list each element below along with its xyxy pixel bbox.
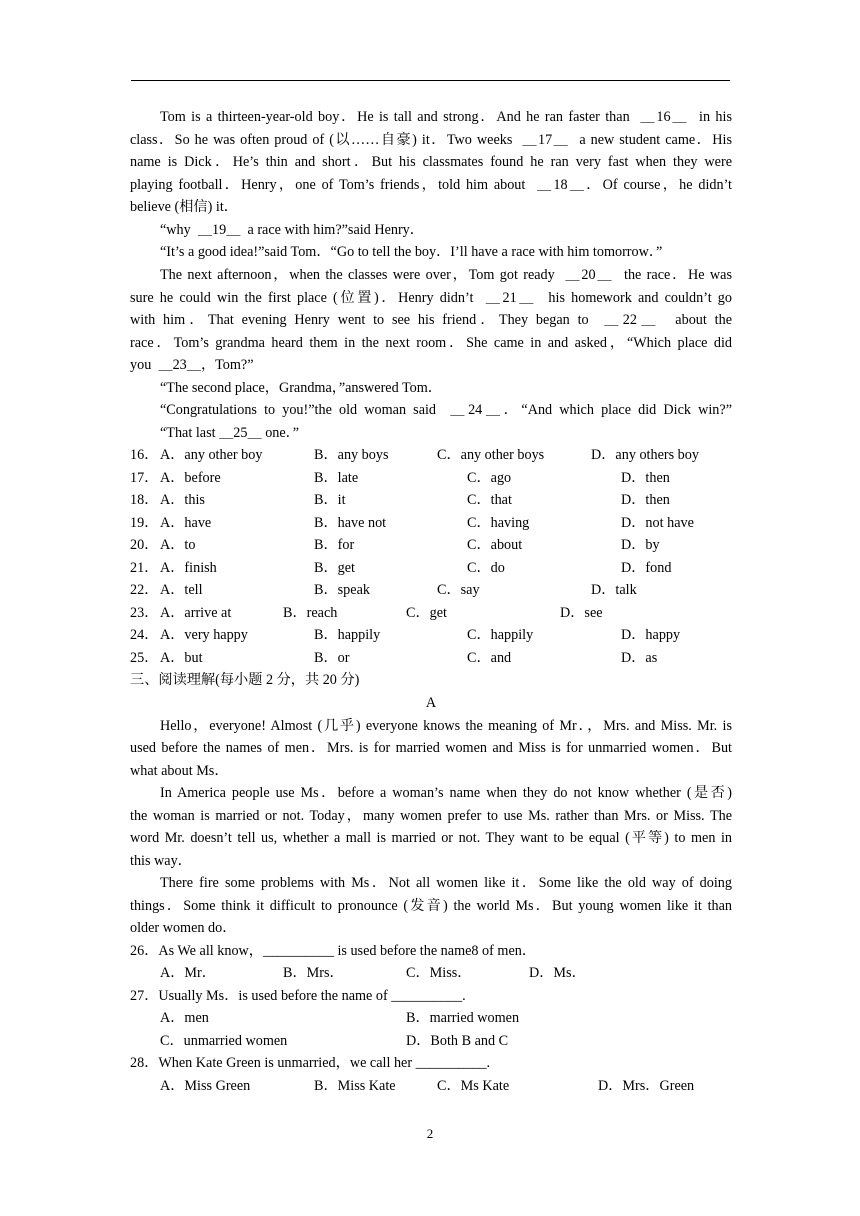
passage-line: name is Dick．He’s thin and short．But his classmates found he ran very fast when they were xyxy=(130,154,732,170)
option-a: A．men xyxy=(160,1010,209,1026)
question-number: 24． xyxy=(130,627,159,643)
option-c: C．happily xyxy=(467,627,534,643)
option-a: A．Mr． xyxy=(160,965,216,981)
option-c: C．and xyxy=(467,650,512,666)
option-c: C．Miss． xyxy=(406,965,472,981)
option-c: C．say xyxy=(437,582,480,598)
option-d: D．Both B and C xyxy=(406,1033,509,1049)
option-c: C．do xyxy=(467,560,505,576)
option-a: A．have xyxy=(160,515,212,531)
passage-line: “That last ＿25＿ one．” xyxy=(160,425,300,441)
passage-line: “Congratulations to you!”the old woman said ＿24＿．“And which place did Dick win?” xyxy=(160,402,732,418)
option-b: B．for xyxy=(314,537,355,553)
question-number: 18． xyxy=(130,492,159,508)
cloze-question xyxy=(130,579,732,601)
passage-line: Tom is a thirteen-year-old boy．He is tall and strong．And he ran faster than ＿16＿ in his xyxy=(160,109,732,125)
reading-line: the woman is married or not. Today，many women prefer to use Ms. rather than Mrs. or Miss. The xyxy=(130,808,732,824)
option-d: D．fond xyxy=(621,560,672,576)
question-stem: 26．As We all know，__________ is used before the name8 of men． xyxy=(130,943,537,959)
option-d: D．not have xyxy=(621,515,694,531)
option-c: C．ago xyxy=(467,470,512,486)
option-d: D．talk xyxy=(591,582,637,598)
option-d: D．then xyxy=(621,470,670,486)
question-number: 19． xyxy=(130,515,159,531)
question-number: 25． xyxy=(130,650,159,666)
option-b: B．or xyxy=(314,650,350,666)
option-a: A．this xyxy=(160,492,205,508)
option-a: A．Miss Green xyxy=(160,1078,251,1094)
option-d: D．Mrs．Green xyxy=(598,1078,695,1094)
option-d: D．as xyxy=(621,650,658,666)
question-number: 23． xyxy=(130,605,159,621)
cloze-question xyxy=(130,467,732,489)
question-options xyxy=(130,962,732,984)
option-d: D．see xyxy=(560,605,603,621)
option-b: B．get xyxy=(314,560,355,576)
header-rule xyxy=(131,80,730,81)
passage-line: you ＿23＿，Tom?” xyxy=(130,357,254,373)
option-a: A．arrive at xyxy=(160,605,232,621)
passage-line: class．So he was often proud of (以……自豪) it．Two weeks ＿17＿ a new student came．His xyxy=(130,132,732,148)
question-number: 21． xyxy=(130,560,159,576)
option-b: B．late xyxy=(314,470,359,486)
passage-line: The next afternoon，when the classes were over，Tom got ready ＿20＿ the race．He was xyxy=(160,267,732,283)
option-a: A．to xyxy=(160,537,196,553)
question-number: 20． xyxy=(130,537,159,553)
option-c: C．having xyxy=(467,515,530,531)
option-c: C．that xyxy=(467,492,512,508)
option-c: C．Ms Kate xyxy=(437,1078,510,1094)
reading-line: this way． xyxy=(130,853,192,869)
question-stem: 28．When Kate Green is unmarried，we call her __________. xyxy=(130,1055,491,1071)
cloze-question xyxy=(130,489,732,511)
option-c: C．unmarried women xyxy=(160,1033,288,1049)
option-d: D．happy xyxy=(621,627,681,643)
option-b: B．married women xyxy=(406,1010,520,1026)
passage-line: believe (相信) it． xyxy=(130,199,238,215)
question-options xyxy=(130,1030,732,1052)
passage-line: “The second place，Grandma，”answered Tom． xyxy=(160,380,442,396)
page-number: 2 xyxy=(426,1126,434,1141)
option-b: B．have not xyxy=(314,515,387,531)
cloze-question xyxy=(130,647,732,669)
reading-line: In America people use Ms．before a woman’s name when they do not know whether (是否) xyxy=(160,785,732,801)
cloze-question xyxy=(130,557,732,579)
option-a: A．any other boy xyxy=(160,447,263,463)
question-number: 16． xyxy=(130,447,159,463)
passage-line: with him．That evening Henry went to see his friend．They began to ＿22＿ about the xyxy=(130,312,732,328)
question-stem: 27．Usually Ms．is used before the name of __________. xyxy=(130,988,466,1004)
reading-line: things．Some think it difficult to pronounce (发音) the world Ms．But young women like it than xyxy=(130,898,732,914)
cloze-question xyxy=(130,444,732,466)
reading-line: what about Ms． xyxy=(130,763,229,779)
option-a: A．but xyxy=(160,650,203,666)
option-d: D．any others boy xyxy=(591,447,699,463)
option-b: B．speak xyxy=(314,582,370,598)
cloze-question xyxy=(130,534,732,556)
passage-line: “why ＿19＿ a race with him?”said Henry． xyxy=(160,222,424,238)
cloze-question xyxy=(130,602,732,624)
option-d: D．by xyxy=(621,537,660,553)
option-a: A．tell xyxy=(160,582,203,598)
reading-line: word Mr. doesn’t tell us, whether a mall is married or not. They want to be equal (平等) to men in xyxy=(130,830,732,846)
passage-line: sure he could win the first place (位置)．Henry didn’t ＿21＿ his homework and couldn’t go xyxy=(130,290,732,306)
option-a: A．very happy xyxy=(160,627,248,643)
section-heading: 三、阅读理解(每小题 2 分，共 20 分) xyxy=(130,672,360,688)
passage-line: “It’s a good idea!”said Tom．“Go to tell the boy．I’ll have a race with him tomorrow．” xyxy=(160,244,663,260)
reading-line: There fire some problems with Ms．Not all women like it．Some like the old way of doing xyxy=(160,875,732,891)
option-c: C．about xyxy=(467,537,523,553)
cloze-question xyxy=(130,624,732,646)
option-b: B．it xyxy=(314,492,346,508)
question-options xyxy=(130,1007,732,1029)
passage-line: race．Tom’s grandma heard them in the next room．She came in and asked，“Which place did xyxy=(130,335,732,351)
question-options xyxy=(130,1075,732,1097)
option-b: B．reach xyxy=(283,605,338,621)
option-c: C．any other boys xyxy=(437,447,545,463)
option-d: D．Ms． xyxy=(529,965,586,981)
cloze-question xyxy=(130,512,732,534)
reading-line: older women do． xyxy=(130,920,237,936)
option-d: D．then xyxy=(621,492,670,508)
option-b: B．any boys xyxy=(314,447,389,463)
option-b: B．Miss Kate xyxy=(314,1078,396,1094)
passage-line: playing football．Henry，one of Tom’s friends，told him about ＿18＿．Of course，he didn’t xyxy=(130,177,732,193)
question-number: 17． xyxy=(130,470,159,486)
option-a: A．before xyxy=(160,470,221,486)
reading-line: Hello，everyone! Almost (几乎) everyone knows the meaning of Mr．，Mrs. and Miss. Mr. is xyxy=(160,718,732,734)
reading-line: used before the names of men．Mrs. is for married women and Miss is for unmarried women．But xyxy=(130,740,732,756)
passage-label: A xyxy=(425,695,437,711)
question-number: 22． xyxy=(130,582,159,598)
option-b: B．happily xyxy=(314,627,381,643)
option-a: A．finish xyxy=(160,560,217,576)
option-c: C．get xyxy=(406,605,447,621)
option-b: B．Mrs． xyxy=(283,965,344,981)
